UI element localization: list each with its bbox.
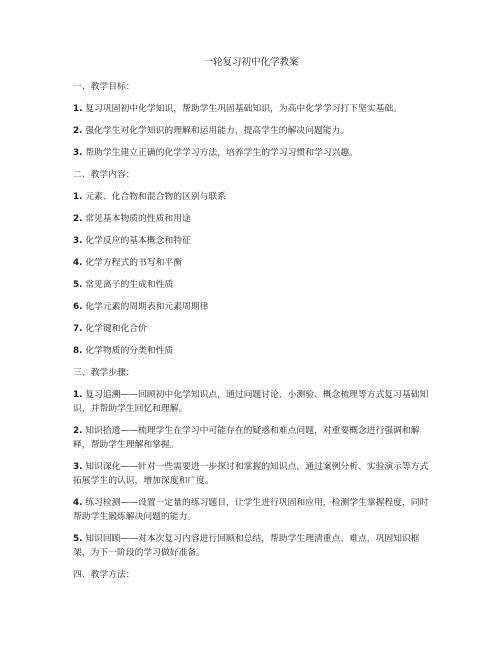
item-text: 知识深化——针对一些需要进一步探讨和掌握的知识点，通过案例分析、实验演示等方式拓展学生的认识，增加深度和广度。: [73, 462, 429, 486]
list-item: [73, 190, 431, 204]
item-number: 4.: [73, 498, 83, 508]
list-item: [73, 496, 431, 524]
list-item: [73, 124, 431, 138]
list-item: [73, 234, 431, 248]
list-item: [73, 278, 431, 292]
item-number: 8.: [73, 346, 83, 356]
section-heading-steps: 三、教学步骤：: [73, 368, 135, 378]
section-heading-objectives: 一、教学目标：: [73, 82, 135, 92]
item-text: 元素、化合物和混合物的区别与联系: [82, 192, 227, 202]
item-number: 7.: [73, 324, 83, 334]
item-number: 1.: [73, 104, 83, 114]
item-text: 化学反应的基本概念和特征: [82, 236, 191, 246]
item-number: 2.: [73, 426, 83, 436]
item-text: 强化学生对化学知识的理解和运用能力，提高学生的解决问题能力。: [82, 126, 350, 136]
list-item: [73, 322, 431, 336]
list-item: [73, 146, 431, 160]
item-number: 5.: [73, 534, 83, 544]
document-title: 一轮复习初中化学教案: [203, 57, 299, 68]
list-item: [73, 300, 431, 314]
item-text: 复习巩固初中化学知识，帮助学生巩固基础知识，为高中化学学习打下坚实基础。: [82, 104, 402, 114]
item-number: 2.: [73, 126, 83, 136]
item-text: 知识回顾——对本次复习内容进行回顾和总结，帮助学生理清重点、难点，巩固知识框架，为下一阶段的学习做好准备。: [73, 534, 420, 558]
item-number: 2.: [73, 214, 83, 224]
list-item: [73, 256, 431, 270]
item-number: 6.: [73, 302, 83, 312]
item-text: 化学元素的周期表和元素周期律: [82, 302, 209, 312]
list-item: [73, 212, 431, 226]
item-text: 化学物质的分类和性质: [82, 346, 174, 356]
list-item: [73, 460, 431, 488]
item-text: 帮助学生建立正确的化学学习方法，培养学生的学习习惯和学习兴趣。: [82, 148, 358, 158]
item-text: 化学方程式的书写和平衡: [82, 258, 183, 268]
item-number: 3.: [73, 148, 83, 158]
list-item: [73, 388, 431, 416]
item-number: 4.: [73, 258, 83, 268]
item-number: 1.: [73, 192, 83, 202]
item-text: 知识拾遗——梳理学生在学习中可能存在的疑惑和难点问题，对重要概念进行强调和解释，帮助学生理解和掌握。: [73, 426, 420, 450]
item-number: 3.: [73, 462, 83, 472]
item-text: 复习追溯——回顾初中化学知识点，通过问题讨论、小测验、概念梳理等方式复习基础知识，并帮助学生回忆和理解。: [73, 390, 429, 414]
item-number: 3.: [73, 236, 83, 246]
item-text: 常见离子的生成和性质: [82, 280, 174, 290]
document-body: [73, 80, 431, 590]
item-text: 化学键和化合价: [82, 324, 147, 334]
list-item: [73, 102, 431, 116]
item-text: 常见基本物质的性质和用途: [82, 214, 191, 224]
list-item: [73, 424, 431, 452]
item-number: 5.: [73, 280, 83, 290]
list-item: [73, 532, 431, 560]
item-number: 1.: [73, 390, 83, 400]
item-text: 练习检测——设置一定量的练习题目，让学生进行巩固和应用，检测学生掌握程度，同时帮助学生锻炼解决问题的能力。: [73, 498, 429, 522]
list-item: [73, 344, 431, 358]
section-heading-methods: 四、教学方法：: [73, 570, 135, 580]
section-heading-content: 二、教学内容：: [73, 170, 135, 180]
